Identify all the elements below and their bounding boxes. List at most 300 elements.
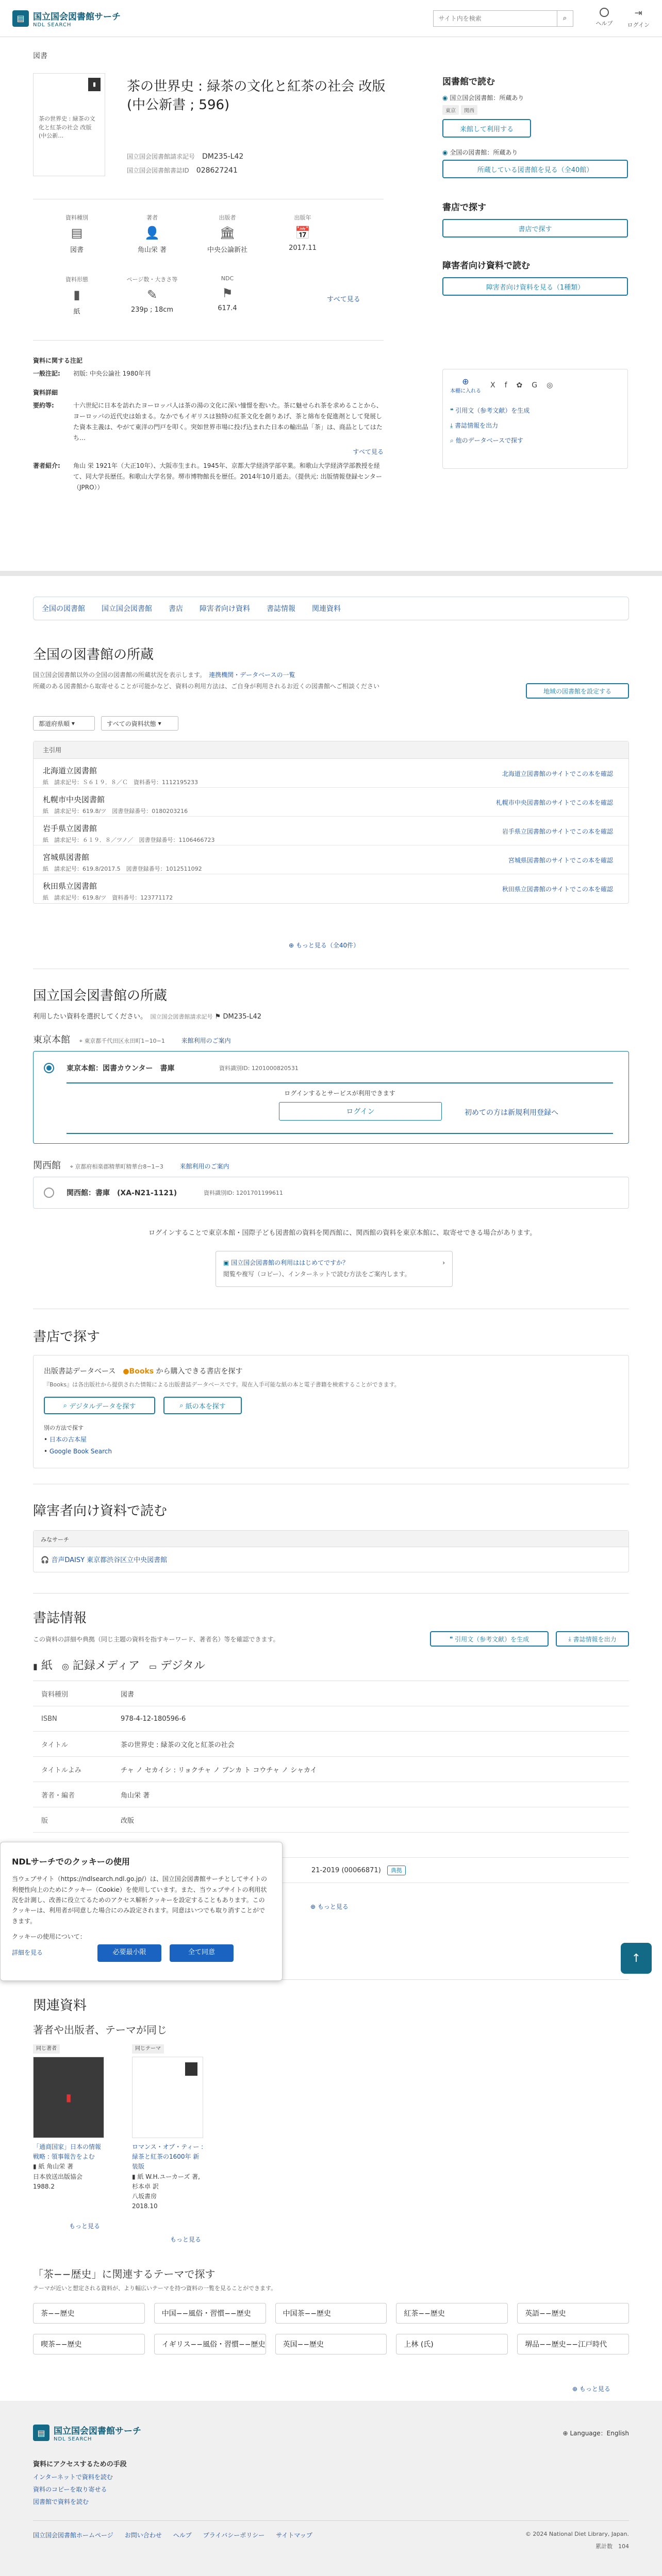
book-type-icon: ▮ <box>88 78 101 91</box>
tab-bib[interactable]: 書誌情報 <box>267 605 295 613</box>
table-row <box>33 1681 629 1706</box>
location-pin-icon: ⌖ <box>79 1038 82 1044</box>
book-thumbnail <box>33 73 105 176</box>
ndc-link[interactable]: 617.4 <box>218 304 237 312</box>
download-icon: ⤓ <box>450 421 453 429</box>
fact-item <box>190 275 265 316</box>
bib-label: 国立国会図書館書誌ID <box>127 167 189 174</box>
themes-desc: テーマが近いと想定される資料が、より幅広いテーマを持つ資料の一覧を見ることができます。 <box>33 2285 277 2292</box>
search-input[interactable] <box>433 10 557 27</box>
digital-search-button[interactable] <box>44 1397 155 1414</box>
store-db-desc: 『Books』は各出版社から提供された情報による出版書誌データベースです。現在入手可能な紙の本と電子書籍を検索することができます。 <box>44 1381 400 1388</box>
scroll-top-button[interactable] <box>621 1943 652 1974</box>
download-icon: ⤓ <box>568 1635 571 1642</box>
summary-value: 十六世紀に日本を訪れたヨーロッパ人は茶の湯の文化に深い憧憬を抱いた。茶に魅せられ茶を求めることから、ヨーロッパの近代史は始まる。なかでもイギリスは独特の紅茶文化を創りあげ、茶と綿布を促進剤として発展した資本主義は、やがて東洋の門戸を叩く。突如世界市場に投げ込まれた日本の輸出品「茶」は、商品としてはたち… <box>73 402 383 442</box>
library-name: 岩手県立図書館 <box>43 824 97 833</box>
bluesky-share-icon[interactable]: ✿ <box>516 381 523 389</box>
library-name: 札幌市中央図書館 <box>43 795 105 804</box>
search-icon: ⌕ <box>450 436 454 444</box>
prefecture-sort-select[interactable] <box>33 716 95 731</box>
table-row <box>33 1782 629 1807</box>
related-card[interactable] <box>33 2043 105 2192</box>
table-row <box>33 1757 629 1782</box>
visitor-counter <box>595 2542 629 2550</box>
copy-link-icon[interactable]: ◎ <box>547 381 553 389</box>
daisy-link[interactable]: 音声DAISY 東京都渋谷区立中央図書館 <box>51 1556 168 1564</box>
kansai-guide-link[interactable]: 来館利用のご案内 <box>179 1163 229 1170</box>
tokyo-title: 東京本館 <box>33 1035 70 1045</box>
acc-title: 障害者向け資料で読む <box>33 1503 168 1519</box>
general-note-label: 一般注記: <box>33 370 60 377</box>
library-name: 秋田県立図書館 <box>43 882 97 891</box>
fact-label: NDC <box>221 275 234 282</box>
bib-cite-label: 引用文（参考文献）を生成 <box>455 1635 529 1643</box>
fact-value: 紙 <box>73 308 80 316</box>
theme-item[interactable]: 喫茶−−歴史 <box>33 2334 145 2354</box>
general-note-value: 初版: 中央公論社 1980年刊 <box>73 370 151 377</box>
tokyo-guide-link[interactable]: 来館利用のご案内 <box>181 1037 231 1044</box>
related-more-link[interactable]: もっと見る <box>69 2223 101 2230</box>
google-share-icon[interactable]: G <box>532 381 538 389</box>
google-books-link[interactable]: Google Book Search <box>49 1447 112 1455</box>
search-icon: ⌕ <box>562 14 567 22</box>
library-icon: ◉ <box>442 149 448 156</box>
contact-link[interactable]: お問い合わせ <box>124 2532 162 2539</box>
ndl-label: 国立国会図書館 <box>450 94 493 101</box>
more-label: もっと見る <box>317 1903 349 1910</box>
library-detail: 紙 請求記号：619.8/2017.5 図書登録番号：1012511092 <box>43 866 202 872</box>
share-panel <box>442 369 628 469</box>
facts-row-1 <box>39 213 340 254</box>
ndl-desc <box>33 1011 261 1023</box>
help-link[interactable]: ヘルプ <box>173 2532 192 2539</box>
ndl-call-number <box>127 152 243 161</box>
table-row <box>34 817 628 845</box>
theme-grid <box>33 2303 629 2354</box>
media-kind-label: 記録メディア <box>72 1659 140 1672</box>
language-switch[interactable] <box>563 2429 629 2437</box>
national-desc <box>33 670 379 692</box>
cookie-body: 当ウェブサイト（https://ndlsearch.ndl.go.jp/）は、国立国会図書館サーチとしてサイトの利便性向上のためにクッキー（Cookie）を使用しています。また、当ウェブサイトの利用状況を計測し、改善に役立てるためのアクセス解析クッキーを設定することもあります。このクッキーは、利用者が同意した場合にのみ設定されます。同意はいつでも取り消すことができます。 <box>12 1875 268 1925</box>
author-intro-label: 著者紹介: <box>33 462 60 469</box>
help-label: ヘルプ <box>595 20 613 27</box>
theme-item[interactable]: 堺品−−歴史−−江戸時代 <box>517 2334 629 2354</box>
library-site-link[interactable]: 北海道立図書館のサイトでこの本を確認 <box>502 770 613 777</box>
tab-related[interactable]: 関連資料 <box>312 605 341 613</box>
card-author: W.H.ユーカーズ 著, 杉本卓 訳 <box>132 2173 201 2190</box>
cookie-question: クッキーの使用について： <box>12 1933 86 1941</box>
books-logo: ●Books <box>123 1367 154 1376</box>
login-message: ログインするとサービスが利用できます <box>284 1090 395 1097</box>
fact-item <box>265 213 340 254</box>
table-header: 主引用 <box>34 741 628 759</box>
related-title: 関連資料 <box>33 1998 87 2013</box>
library-name: 北海道立図書館 <box>43 766 97 775</box>
fact-value: 図書 <box>70 246 84 254</box>
search-bookstore-button[interactable]: 書店で探す <box>442 219 628 238</box>
login-button[interactable] <box>627 8 650 29</box>
national-title: 全国の図書館の所蔵 <box>33 647 154 663</box>
status-filter-select[interactable] <box>101 716 178 731</box>
visit-use-button[interactable]: 来館して利用する <box>442 119 531 138</box>
cookie-title: NDLサーチでのクッキーの使用 <box>12 1857 130 1867</box>
related-more-link-2[interactable]: もっと見る <box>170 2236 202 2243</box>
series-text: (中公新書 ; 596) <box>127 97 230 113</box>
help-icon <box>600 8 609 17</box>
headphone-icon: 🎧 <box>41 1556 49 1564</box>
bib-key: 版 <box>41 1817 48 1825</box>
holding-libraries-table <box>33 741 629 904</box>
bib-value: 978-4-12-180596-6 <box>121 1715 186 1723</box>
facts-row-2 <box>39 275 265 316</box>
media-kind[interactable] <box>62 1657 140 1673</box>
bib-value: 028627241 <box>196 166 238 175</box>
tab-ndl[interactable]: 国立国会図書館 <box>102 605 152 613</box>
theme-item[interactable]: 紅茶−−歴史 <box>396 2303 508 2324</box>
bib-key: 著者・編者 <box>41 1791 75 1800</box>
library-detail: 紙 請求記号：６１９．８／ツノ／ 図書登録番号：1106466723 <box>43 837 215 843</box>
accessible-materials-button[interactable]: 障害者向け資料を見る（1種類） <box>442 277 628 296</box>
visitor-count: 104 <box>618 2543 629 2550</box>
bib-export-button[interactable] <box>556 1631 629 1647</box>
minasearch-label: みなサーチ <box>34 1531 628 1547</box>
bib-cite-button[interactable] <box>430 1631 549 1647</box>
tokyo-address: 東京都千代田区永田町1−10−1 <box>84 1038 165 1044</box>
theme-item[interactable]: イギリス−−風俗・習慣−−歴史 <box>154 2334 266 2354</box>
store-db-label: 出版書誌データベース <box>44 1367 116 1376</box>
other-db-link[interactable]: 他のデータベースで探す <box>455 436 523 444</box>
breadcrumb: 図書 <box>33 52 47 60</box>
cookie-detail-link[interactable]: 詳細を見る <box>12 1949 43 1957</box>
fact-item <box>39 213 114 254</box>
bib-export-label: 書誌情報を出力 <box>573 1635 617 1643</box>
digital-kind[interactable] <box>149 1657 205 1673</box>
paper-kind-label: 紙 <box>41 1659 53 1672</box>
paper-icon: ▮ <box>33 2163 37 2171</box>
table-row <box>34 874 628 903</box>
copyright: © 2024 National Diet Library, Japan. <box>525 2531 629 2537</box>
store-title: 書店で探す <box>33 1329 101 1345</box>
sitemap-link[interactable]: サイトマップ <box>276 2532 312 2539</box>
bookshelf-icon: ⊕ <box>462 377 469 386</box>
theme-item[interactable]: 中国−−風俗・習慣−−歴史 <box>154 2303 266 2324</box>
kansai-branch <box>33 1158 229 1172</box>
tokyo-item-name: 東京本館：図書カウンター 書庫 <box>67 1064 175 1073</box>
accessible-section-title: 障害者向け資料で読む <box>442 261 530 271</box>
globe-icon: ⊕ <box>562 2430 568 2437</box>
summary-more-link[interactable]: すべて見る <box>353 448 384 455</box>
tokyo-item-id: 資料識別ID: 1201000820531 <box>219 1065 299 1072</box>
card-year: 2018.10 <box>132 2202 158 2210</box>
quote-icon: ❝ <box>449 1635 453 1642</box>
kansai-radio[interactable] <box>44 1188 54 1198</box>
library-site-link[interactable]: 札幌市中央図書館のサイトでこの本を確認 <box>495 799 613 806</box>
card-title[interactable]: 「通商国家」日本の情報戦略 : 領事報告をよむ <box>33 2143 102 2161</box>
quote-icon: ❝ <box>450 407 454 414</box>
bib-value: 図書 <box>121 1690 135 1699</box>
bullet-icon: • <box>44 1436 48 1443</box>
logo-icon: ▤ <box>12 10 29 27</box>
x-share-icon[interactable]: X <box>490 381 495 389</box>
fact-value: 239p ; 18cm <box>130 306 174 314</box>
set-local-library-button[interactable]: 地域の図書館を設定する <box>526 683 629 699</box>
login-prompt <box>67 1082 613 1134</box>
tokyo-item-box[interactable] <box>33 1051 629 1144</box>
kansai-address: 京都府相楽郡精華町精華台8−1−3 <box>75 1163 163 1170</box>
search-icon: ⌕ <box>179 1401 184 1410</box>
library-site-link[interactable]: 宮城県図書館のサイトでこの本を確認 <box>508 857 613 864</box>
login-button[interactable]: ログイン <box>279 1102 442 1121</box>
related-subtitle: 著者や出版者、テーマが同じ <box>33 2024 167 2036</box>
ndl-bib-id <box>127 166 238 175</box>
authority-ref <box>311 1867 406 1874</box>
footer-link[interactable]: 資料のコピーを取り寄せる <box>33 2486 107 2493</box>
digital-search-label: デジタルデータを探す <box>69 1402 136 1411</box>
details-heading: 資料詳細 <box>33 389 58 396</box>
location-pin-icon: ⌖ <box>70 1163 73 1170</box>
table-row <box>34 845 628 874</box>
ndl-call-value: DM235-L42 <box>223 1013 261 1021</box>
themes-title: 「茶−−歴史」に関連するテーマで探す <box>33 2268 216 2280</box>
theme-item[interactable]: 中国茶−−歴史 <box>275 2303 387 2324</box>
guide-title: 国立国会図書館の利用ははじめてですか？ <box>231 1259 349 1266</box>
chevron-down-icon: ▾ <box>158 720 161 727</box>
card-tag: 同じテーマ <box>132 2044 164 2054</box>
login-note: ログインすることで東京本館・国際子ども図書館の資料を関西館に、関西館の資料を東京本館に、取寄せできる場合があります。 <box>148 1229 537 1237</box>
laptop-icon: ▭ <box>149 1662 157 1671</box>
summary-label: 要約等: <box>33 402 54 409</box>
table-row <box>34 759 628 788</box>
fact-item <box>190 213 265 254</box>
building-icon: 🏛 <box>219 226 236 240</box>
theme-item[interactable]: 英語−−歴史 <box>517 2303 629 2324</box>
facebook-share-icon[interactable]: f <box>504 381 507 389</box>
book-title <box>127 77 405 115</box>
first-time-guide[interactable] <box>216 1251 453 1287</box>
theme-item[interactable]: 上林 (氏) <box>396 2334 508 2354</box>
more-libraries-link[interactable]: ⊕ もっと見る（全40件） <box>289 942 360 949</box>
fact-item <box>114 275 190 316</box>
notes-section <box>33 355 384 493</box>
national-label: 全国の図書館 <box>450 149 487 156</box>
library-site-link[interactable]: 秋田県立図書館のサイトでこの本を確認 <box>502 886 613 893</box>
flag-icon: ⚑ <box>222 286 233 300</box>
library-name: 宮城県図書館 <box>43 853 90 862</box>
table-row <box>34 788 628 817</box>
site-logo[interactable] <box>12 9 121 28</box>
notes-heading: 資料に関する注記 <box>33 357 83 364</box>
arrow-up-icon: ↑ <box>631 1952 641 1965</box>
footer-logo[interactable] <box>33 2424 141 2442</box>
fact-label: 出版年 <box>294 214 311 221</box>
cookie-minimal-button[interactable]: 必要最小限 <box>97 1944 161 1962</box>
accessible-panel <box>33 1530 629 1572</box>
header-search <box>433 10 573 27</box>
footer-logo-title: 国立国会図書館サーチ <box>54 2426 141 2436</box>
cookie-banner <box>0 1842 283 1981</box>
register-link[interactable]: 初めての方は新規利用登録へ <box>465 1109 558 1117</box>
footer-link[interactable]: 図書館で資料を読む <box>33 2498 89 2505</box>
buy-section-title: 書店で探す <box>442 202 486 213</box>
bullet-icon: • <box>44 1447 48 1455</box>
logo-subtitle: NDL SEARCH <box>33 22 72 28</box>
paper-icon: ▮ <box>73 287 80 302</box>
bib-more-link[interactable]: ⊕ もっと見る <box>310 1903 349 1910</box>
thumbnail-text: 茶の世界史 : 緑茶の文化と紅茶の社会 改版 (中公新… <box>39 115 95 139</box>
card-publisher: 日本放送出版協会 <box>33 2173 83 2180</box>
kansai-item-name: 関西館：書庫 (XA-N21-1121) <box>67 1189 177 1197</box>
kansai-title: 関西館 <box>33 1160 61 1171</box>
national-holding-status: 所蔵あり <box>493 149 518 156</box>
card-author: 角山栄 著 <box>46 2163 74 2171</box>
author-link[interactable]: 角山栄 著 <box>137 246 167 254</box>
table-row <box>33 1706 629 1732</box>
fact-label: 資料形態 <box>65 276 88 283</box>
fact-item <box>114 213 190 254</box>
sort-value: 都道府県順 <box>39 720 70 727</box>
other-methods-label: 別の方法で探す <box>44 1425 84 1431</box>
library-detail: 紙 請求記号：Ｓ６１９．８／Ｃ 資料番号：1112195233 <box>43 779 198 786</box>
view-holding-libraries-button[interactable]: 所蔵している図書館を見る（全40館） <box>442 160 628 178</box>
logo-icon: ▤ <box>33 2425 49 2441</box>
tokyo-radio[interactable] <box>44 1063 54 1073</box>
library-detail: 紙 請求記号：619.8/ツ 図書登録番号：0180203216 <box>43 808 188 815</box>
bib-key: 資料種別 <box>41 1690 69 1699</box>
info-icon: ▣ <box>223 1259 229 1266</box>
read-section-title: 図書館で読む <box>442 77 495 87</box>
calendar-icon: 📅 <box>295 226 310 240</box>
right-panel: 図書館で読む ◉ 国立国会図書館：所蔵あり 東京 関西 来館して利用する ◉ 全国の図書館：所蔵あり 所蔵している図書館を見る（全40館） 書店で探す 書店で探す 障害者向け資料で読む 障害者向け資料を見る（1種類） <box>442 74 628 296</box>
guide-subtitle: 閲覧や複写（コピー）、インターネットで読む方法をご案内します。 <box>223 1270 411 1278</box>
filter-value: すべての資料状態 <box>107 720 156 727</box>
ruler-icon: ✎ <box>146 287 158 302</box>
search-button[interactable] <box>557 10 573 27</box>
card-year: 1988.2 <box>33 2182 55 2190</box>
card-cover <box>132 2057 203 2138</box>
partner-list-link[interactable]: 連携機関・データベースの一覧 <box>209 671 295 679</box>
card-cover: ▮ <box>33 2057 104 2138</box>
library-site-link[interactable]: 岩手県立図書館のサイトでこの本を確認 <box>502 828 613 835</box>
cookie-accept-all-button[interactable]: 全て同意 <box>170 1944 234 1962</box>
visitor-label: 累計数 <box>595 2543 613 2550</box>
fact-label: ページ数・大きさ等 <box>126 276 178 283</box>
help-button[interactable] <box>596 8 613 29</box>
tab-accessible[interactable]: 障害者向け資料 <box>200 605 250 613</box>
person-icon: 👤 <box>144 226 160 240</box>
kansai-item-id: 資料識別ID: 1201701199611 <box>204 1190 283 1196</box>
publisher-link[interactable]: 中央公論新社 <box>207 246 247 254</box>
national-desc-2: 所蔵のある図書館から取寄せることが可能かなど、資料の利用方法は、ご自身が利用されるお近くの図書館へご相談ください <box>33 682 380 690</box>
library-detail: 紙 請求記号：619.8/ツ 資料番号：123771172 <box>43 894 173 901</box>
search-icon: ⌕ <box>63 1401 67 1410</box>
fact-item <box>39 275 114 316</box>
login-icon: ⇥ <box>634 8 642 19</box>
kansai-item-box[interactable] <box>33 1177 629 1209</box>
disc-icon: ◎ <box>61 1662 69 1671</box>
bib-key: ISBN <box>41 1715 57 1723</box>
fact-label: 出版者 <box>219 214 236 221</box>
generate-citation-link[interactable]: 引用文（参考文献）を生成 <box>455 407 530 414</box>
see-all-facts-link[interactable]: すべて見る <box>327 296 360 303</box>
fact-label: 著者 <box>146 214 158 221</box>
language-label: Language：English <box>570 2430 629 2437</box>
table-row <box>33 1732 629 1757</box>
bookstore-panel <box>33 1355 629 1468</box>
paper-icon: ▮ <box>33 1662 38 1671</box>
digital-kind-label: デジタル <box>160 1659 205 1672</box>
theme-item[interactable]: 茶−−歴史 <box>33 2303 145 2324</box>
tab-national[interactable]: 全国の図書館 <box>42 605 85 613</box>
kansai-pill: 関西 <box>461 105 477 115</box>
ndl-desc-text: 利用したい資料を選択してください。 <box>33 1013 144 1021</box>
footer-link[interactable]: インターネットで資料を読む <box>33 2473 113 2481</box>
themes-more-link[interactable]: ⊕ もっと見る <box>572 2385 610 2393</box>
document-icon: ▤ <box>71 226 83 240</box>
medium-kinds <box>33 1657 205 1673</box>
card-publisher: 八坂書房 <box>132 2192 157 2200</box>
fact-label: 資料種別 <box>65 214 88 221</box>
kosho-link[interactable]: 日本の古本屋 <box>49 1436 87 1443</box>
tab-bookstore[interactable]: 書店 <box>169 605 183 613</box>
footer-logo-sub: NDL SEARCH <box>54 2436 92 2442</box>
card-title[interactable]: ロマンス・オブ・ティー : 緑茶と紅茶の1600年 新装版 <box>132 2143 204 2171</box>
bib-title: 書誌情報 <box>33 1611 87 1626</box>
site-footer <box>0 2401 662 2576</box>
bib-value: 改版 <box>121 1817 135 1825</box>
bookshelf-button[interactable] <box>450 377 481 394</box>
bib-title-link[interactable]: 茶の世界史 : 緑茶の文化と紅茶の社会 <box>121 1741 235 1749</box>
ndl-holding-status: 所蔵あり <box>499 94 524 101</box>
library-icon: ◉ <box>442 94 448 101</box>
site-header <box>0 0 662 37</box>
paper-kind[interactable] <box>33 1657 53 1673</box>
related-card[interactable] <box>132 2043 204 2211</box>
call-label: 国立国会図書館請求記号 <box>127 153 195 160</box>
flag-icon: ⚑ <box>214 1013 221 1021</box>
theme-item[interactable]: 英国−−歴史 <box>275 2334 387 2354</box>
bib-key: タイトルよみ <box>41 1766 81 1774</box>
table-row <box>33 1807 629 1833</box>
bib-value: チャ ノ セカイシ : リョクチャ ノ ブンカ ト コウチャ ノ シャカイ <box>121 1766 317 1774</box>
paper-search-label: 紙の本を探す <box>185 1402 226 1411</box>
card-kind: 紙 <box>137 2173 144 2180</box>
tokyo-branch <box>33 1032 231 1046</box>
privacy-link[interactable]: プライバシーポリシー <box>203 2532 265 2539</box>
footer-heading: 資料にアクセスするための手段 <box>33 2461 127 2468</box>
national-desc-1: 国立国会図書館以外の全国の図書館の所蔵状況を表示します。 <box>33 671 203 679</box>
bib-key: タイトル <box>41 1741 68 1749</box>
author-intro-value: 角山 栄 1921年（大正10年）、大阪市生まれ。1945年、京都大学経済学部卒業。和歌山大学経済学部教授を経て、同大学長歴任。和歌山大学名誉。堺市博物館長を歴任。2014年10月逝去。（提供元: 出版情報登録センター（JPRO）） <box>73 462 382 491</box>
books-label: Books <box>129 1367 154 1376</box>
section-tabs <box>33 597 629 620</box>
bookshelf-label: 本棚に入れる <box>450 388 481 394</box>
authority-id: 21-2019 (00066871) <box>311 1867 381 1874</box>
export-bib-link[interactable]: 書誌情報を出力 <box>455 421 499 429</box>
chevron-right-icon: › <box>442 1259 445 1266</box>
bib-author-link[interactable]: 角山栄 著 <box>121 1791 150 1800</box>
ndl-home-link[interactable]: 国立国会図書館ホームページ <box>33 2532 113 2539</box>
bib-desc: この資料の詳細や典拠（同じ主題の資料を指すキーワード、著者名）等を確認できます。 <box>33 1636 279 1643</box>
logo-title: 国立国会図書館サーチ <box>33 11 121 22</box>
authority-button[interactable]: 典拠 <box>387 1866 406 1875</box>
more-label: もっと見る <box>579 2385 610 2393</box>
paper-icon: ▮ <box>132 2173 136 2180</box>
call-value: DM235-L42 <box>202 152 244 161</box>
ndl-call-label: 国立国会図書館請求記号 <box>150 1013 213 1020</box>
tokyo-pill: 東京 <box>442 105 459 115</box>
fact-value: 2017.11 <box>289 244 317 252</box>
paper-search-button[interactable] <box>163 1397 242 1414</box>
